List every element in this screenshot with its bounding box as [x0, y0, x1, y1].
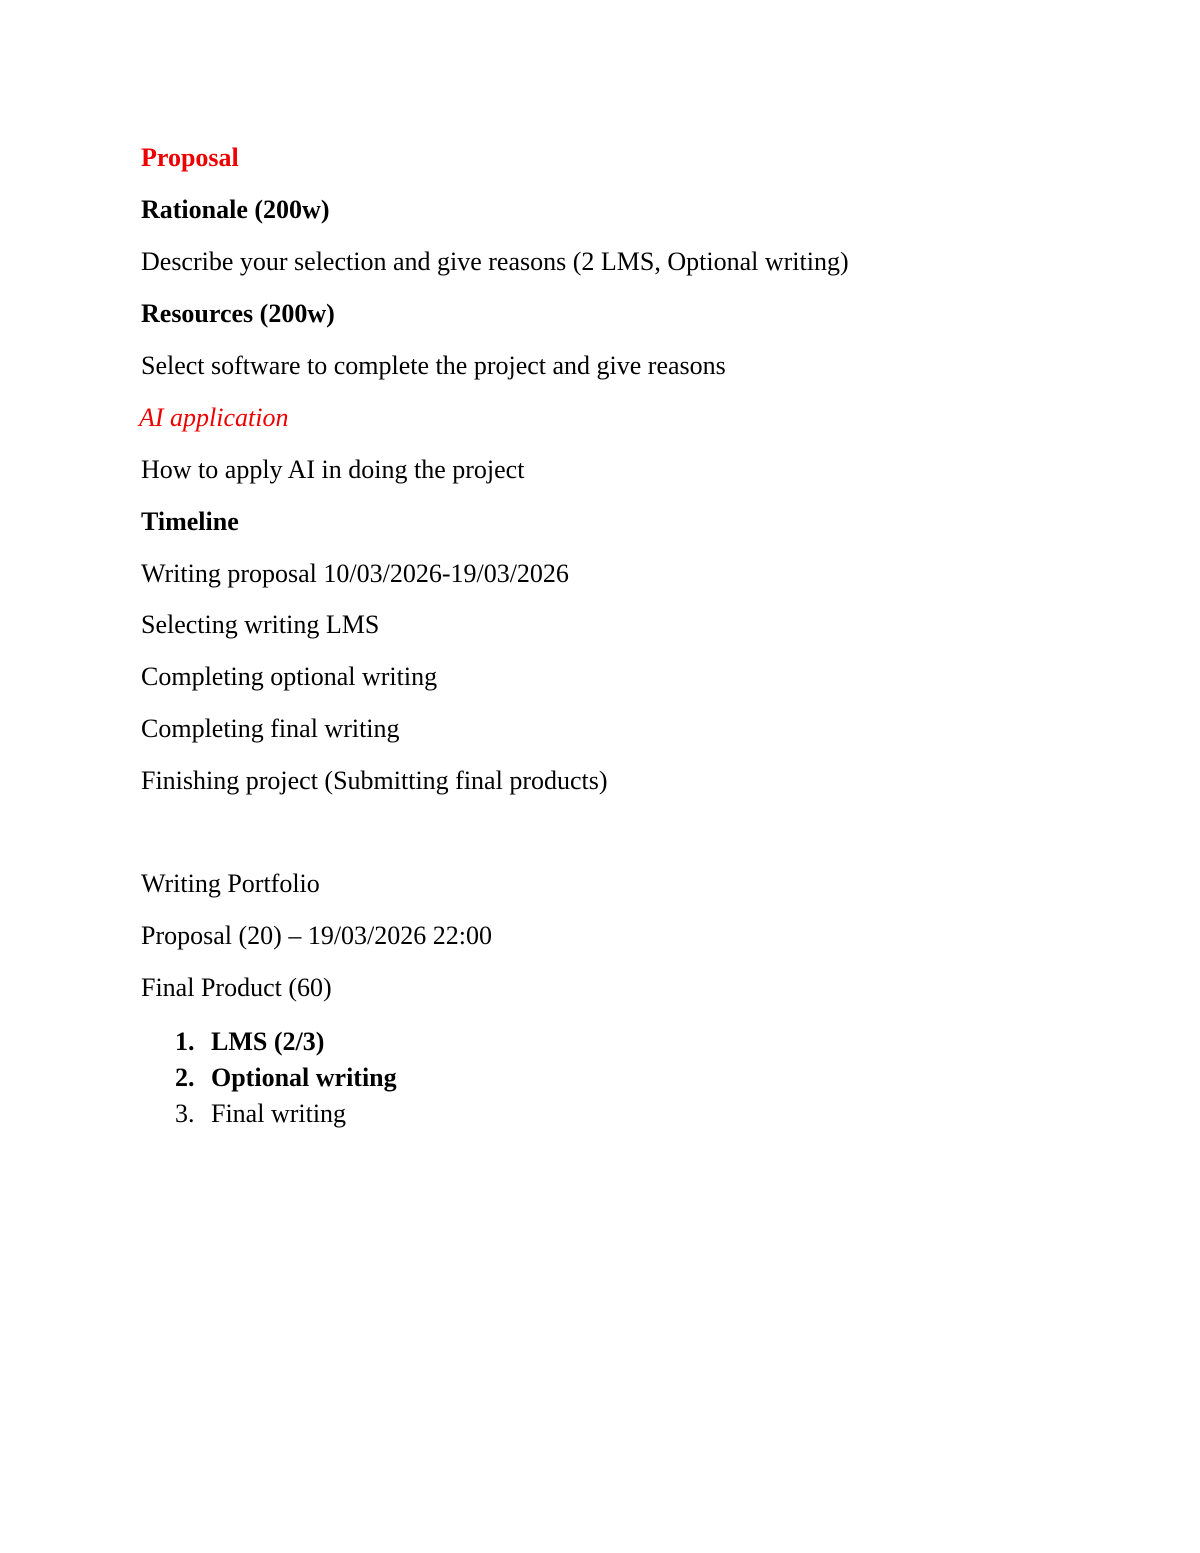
- ai-application-heading: AI application: [139, 403, 289, 432]
- rationale-text: Describe your selection and give reasons (2 LMS, Optional writing): [141, 247, 849, 276]
- list-item-number: 2.: [175, 1063, 195, 1092]
- list-item-label: LMS (2/3): [211, 1027, 325, 1056]
- timeline-item: Finishing project (Submitting final products): [141, 766, 608, 795]
- timeline-item: Writing proposal 10/03/2026-19/03/2026: [141, 559, 569, 588]
- portfolio-proposal: Proposal (20) – 19/03/2026 22:00: [141, 921, 492, 950]
- ai-application-text: How to apply AI in doing the project: [141, 455, 525, 484]
- portfolio-heading: Writing Portfolio: [141, 869, 320, 898]
- list-item: [175, 1099, 397, 1135]
- list-item: [175, 1063, 397, 1099]
- rationale-heading: Rationale (200w): [141, 195, 330, 224]
- timeline-heading: Timeline: [141, 507, 239, 536]
- list-item-number: 3.: [175, 1099, 195, 1128]
- resources-text: Select software to complete the project and give reasons: [141, 351, 726, 380]
- final-product-list: [175, 1027, 397, 1135]
- list-item: [175, 1027, 397, 1063]
- list-item-label: Final writing: [211, 1099, 347, 1128]
- list-item-number: 1.: [175, 1027, 195, 1056]
- proposal-heading: Proposal: [141, 143, 239, 172]
- timeline-item: Selecting writing LMS: [141, 610, 380, 639]
- portfolio-final-product: Final Product (60): [141, 973, 332, 1002]
- timeline-item: Completing optional writing: [141, 662, 438, 691]
- list-item-label: Optional writing: [211, 1063, 397, 1092]
- resources-heading: Resources (200w): [141, 299, 335, 328]
- timeline-item: Completing final writing: [141, 714, 400, 743]
